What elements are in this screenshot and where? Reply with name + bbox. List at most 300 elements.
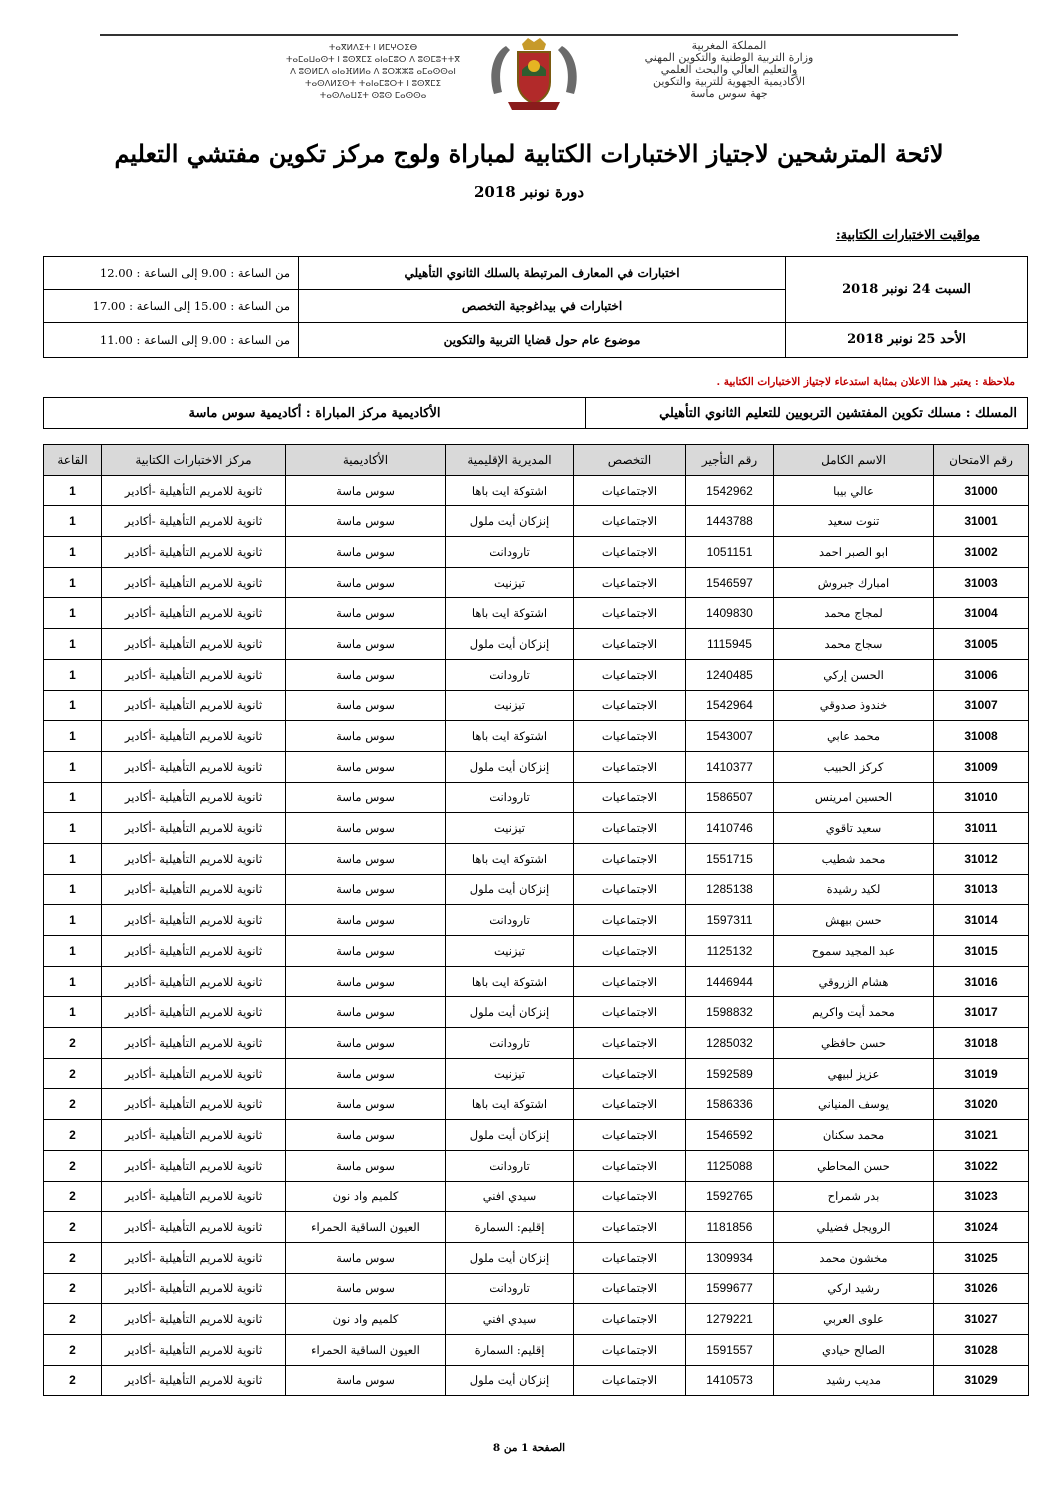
directorate-cell: تارودانت [446, 1273, 574, 1304]
room-cell: 1 [44, 751, 102, 782]
full-name-cell: سعيد تاقوي [774, 813, 934, 844]
room-cell: 2 [44, 1304, 102, 1335]
full-name-cell: عبد المجيد سموح [774, 936, 934, 967]
registration-number-cell: 1592765 [686, 1181, 774, 1212]
room-cell: 2 [44, 1242, 102, 1273]
table-row [44, 751, 1029, 782]
exam-number-cell: 31016 [934, 966, 1029, 997]
directorate-cell: تارودانت [446, 905, 574, 936]
exam-center-cell: ثانوية للامريم التأهيلية -أكادير [102, 506, 286, 537]
table-row [44, 1365, 1029, 1396]
full-name-cell: علوى العربي [774, 1304, 934, 1335]
academy-cell: سوس ماسة [286, 843, 446, 874]
schedule-subject: موضوع عام حول قضايا التربية والتكوين [299, 322, 786, 357]
academy-cell: سوس ماسة [286, 659, 446, 690]
exam-center-cell: ثانوية للامريم التأهيلية -أكادير [102, 1334, 286, 1365]
schedule-day: الأحد 25 نونبر 2018 [786, 322, 1028, 357]
registration-number-cell: 1443788 [686, 506, 774, 537]
room-cell: 1 [44, 843, 102, 874]
directorate-cell: اشتوكة ايت باها [446, 475, 574, 506]
room-cell: 1 [44, 659, 102, 690]
specialty-cell: الاجتماعيات [574, 874, 686, 905]
exam-center-cell: ثانوية للامريم التأهيلية -أكادير [102, 1365, 286, 1396]
exam-center-cell: ثانوية للامريم التأهيلية -أكادير [102, 1181, 286, 1212]
full-name-cell: عزيز لبيهي [774, 1058, 934, 1089]
registration-number-cell: 1410377 [686, 751, 774, 782]
exam-center-label: الأكاديمية مركز المباراة : أكاديمية سوس ماسة [44, 398, 586, 429]
full-name-cell: بدر شمراح [774, 1181, 934, 1212]
specialty-cell: الاجتماعيات [574, 659, 686, 690]
exam-number-cell: 31005 [934, 629, 1029, 660]
table-row [44, 905, 1029, 936]
exam-center-cell: ثانوية للامريم التأهيلية -أكادير [102, 936, 286, 967]
specialty-cell: الاجتماعيات [574, 905, 686, 936]
academy-cell: سوس ماسة [286, 936, 446, 967]
room-cell: 2 [44, 1365, 102, 1396]
directorate-cell: إنزكان أيت ملول [446, 1242, 574, 1273]
exam-number-cell: 31029 [934, 1365, 1029, 1396]
registration-number-cell: 1599677 [686, 1273, 774, 1304]
academy-cell: العيون الساقية الحمراء [286, 1334, 446, 1365]
exam-center-cell: ثانوية للامريم التأهيلية -أكادير [102, 1120, 286, 1151]
academy-cell: سوس ماسة [286, 1028, 446, 1059]
schedule-time: من الساعة : 15.00 إلى الساعة : 17.00 [44, 289, 299, 322]
directorate-cell: إقليم: السمارة [446, 1334, 574, 1365]
registration-number-cell: 1410746 [686, 813, 774, 844]
document-title: لائحة المترشحين لاجتياز الاختبارات الكتابية لمباراة ولوج مركز تكوين مفتشي التعليم [114, 139, 944, 168]
academy-cell: سوس ماسة [286, 1150, 446, 1181]
column-header: التخصص [574, 445, 686, 476]
directorate-cell: اشتوكة ايت باها [446, 843, 574, 874]
full-name-cell: ابو الصبر احمد [774, 537, 934, 568]
exam-center-cell: ثانوية للامريم التأهيلية -أكادير [102, 475, 286, 506]
room-cell: 1 [44, 997, 102, 1028]
header-arabic [570, 40, 888, 100]
exam-center-cell: ثانوية للامريم التأهيلية -أكادير [102, 1273, 286, 1304]
registration-number-cell: 1597311 [686, 905, 774, 936]
academy-cell: سوس ماسة [286, 1089, 446, 1120]
header-tifinagh-line: ⵜⴰⵎⴰⵡⴰⵙⵜ ⵏ ⵓⵙⴳⵎⵉ ⴰⵏⴰⵎⵓⵔ ⴷ ⵓⵙⵎⵓⵜⵜⴳ [285, 55, 461, 65]
exam-center-cell: ثانوية للامريم التأهيلية -أكادير [102, 1089, 286, 1120]
specialty-cell: الاجتماعيات [574, 475, 686, 506]
academy-cell: سوس ماسة [286, 690, 446, 721]
exam-center-cell: ثانوية للامريم التأهيلية -أكادير [102, 1242, 286, 1273]
exam-number-cell: 31013 [934, 874, 1029, 905]
exam-center-cell: ثانوية للامريم التأهيلية -أكادير [102, 1150, 286, 1181]
directorate-cell: إنزكان أيت ملول [446, 874, 574, 905]
full-name-cell: الحسن إركي [774, 659, 934, 690]
registration-number-cell: 1410573 [686, 1365, 774, 1396]
full-name-cell: سجاج محمد [774, 629, 934, 660]
table-row [44, 997, 1029, 1028]
full-name-cell: الصالح حيادي [774, 1334, 934, 1365]
exam-number-cell: 31021 [934, 1120, 1029, 1151]
specialty-cell: الاجتماعيات [574, 1181, 686, 1212]
room-cell: 2 [44, 1120, 102, 1151]
table-row [44, 813, 1029, 844]
directorate-cell: اشتوكة ايت باها [446, 1089, 574, 1120]
room-cell: 1 [44, 936, 102, 967]
table-row [44, 690, 1029, 721]
header-tifinagh-line: ⵜⴰⵙⴷⴰⵡⵉⵜ ⵙⵓⵙ ⵎⴰⵙⵙⴰ [319, 91, 427, 101]
exam-center-cell: ثانوية للامريم التأهيلية -أكادير [102, 813, 286, 844]
table-row [44, 1304, 1029, 1335]
exam-number-cell: 31006 [934, 659, 1029, 690]
room-cell: 1 [44, 813, 102, 844]
specialty-cell: الاجتماعيات [574, 1212, 686, 1243]
exam-number-cell: 31009 [934, 751, 1029, 782]
academy-cell: سوس ماسة [286, 905, 446, 936]
exam-number-cell: 31018 [934, 1028, 1029, 1059]
exam-number-cell: 31007 [934, 690, 1029, 721]
full-name-cell: رشيد اركي [774, 1273, 934, 1304]
exam-number-cell: 31027 [934, 1304, 1029, 1335]
exam-center-cell: ثانوية للامريم التأهيلية -أكادير [102, 1028, 286, 1059]
exam-number-cell: 31028 [934, 1334, 1029, 1365]
full-name-cell: لمجاج محمد [774, 598, 934, 629]
table-row [44, 843, 1029, 874]
full-name-cell: لكيد رشيدة [774, 874, 934, 905]
specialty-cell: الاجتماعيات [574, 1150, 686, 1181]
header-tifinagh [268, 42, 478, 102]
room-cell: 1 [44, 598, 102, 629]
directorate-cell: تيزنيت [446, 813, 574, 844]
header-arabic-line: وزارة التربية الوطنية والتكوين المهني [644, 51, 814, 64]
directorate-cell: إنزكان أيت ملول [446, 997, 574, 1028]
candidates-table [43, 444, 1029, 1396]
registration-number-cell: 1240485 [686, 659, 774, 690]
academy-cell: سوس ماسة [286, 721, 446, 752]
specialty-cell: الاجتماعيات [574, 997, 686, 1028]
academy-cell: العيون الساقية الحمراء [286, 1212, 446, 1243]
specialty-cell: الاجتماعيات [574, 1365, 686, 1396]
specialty-cell: الاجتماعيات [574, 1089, 686, 1120]
room-cell: 1 [44, 966, 102, 997]
exam-center-cell: ثانوية للامريم التأهيلية -أكادير [102, 905, 286, 936]
directorate-cell: تارودانت [446, 659, 574, 690]
exam-center-cell: ثانوية للامريم التأهيلية -أكادير [102, 690, 286, 721]
registration-number-cell: 1551715 [686, 843, 774, 874]
directorate-cell: تيزنيت [446, 936, 574, 967]
full-name-cell: عالي بيبا [774, 475, 934, 506]
room-cell: 2 [44, 1089, 102, 1120]
header-tifinagh-line: ⵜⴰⵙⴷⵍⵉⵙⵜ ⵜⴰⵏⴰⵎⵓⵔⵜ ⵏ ⵓⵙⴳⵎⵉ [305, 79, 441, 89]
column-header: الأكاديمية [286, 445, 446, 476]
academy-cell: سوس ماسة [286, 813, 446, 844]
table-row [44, 1273, 1029, 1304]
column-header: المديرية الإقليمية [446, 445, 574, 476]
academy-cell: سوس ماسة [286, 874, 446, 905]
exam-center-cell: ثانوية للامريم التأهيلية -أكادير [102, 1304, 286, 1335]
registration-number-cell: 1125088 [686, 1150, 774, 1181]
room-cell: 2 [44, 1150, 102, 1181]
full-name-cell: محمد عابي [774, 721, 934, 752]
room-cell: 1 [44, 782, 102, 813]
specialty-cell: الاجتماعيات [574, 537, 686, 568]
exam-number-cell: 31014 [934, 905, 1029, 936]
academy-cell: سوس ماسة [286, 966, 446, 997]
academy-cell: سوس ماسة [286, 1365, 446, 1396]
specialty-cell: الاجتماعيات [574, 721, 686, 752]
exam-number-cell: 31001 [934, 506, 1029, 537]
full-name-cell: مخشون محمد [774, 1242, 934, 1273]
specialty-cell: الاجتماعيات [574, 1304, 686, 1335]
full-name-cell: محمد سكنان [774, 1120, 934, 1151]
track-label: المسلك : مسلك تكوين المفتشين التربويين للتعليم الثانوي التأهيلي [586, 398, 1028, 429]
exam-center-cell: ثانوية للامريم التأهيلية -أكادير [102, 629, 286, 660]
room-cell: 1 [44, 905, 102, 936]
registration-number-cell: 1586336 [686, 1089, 774, 1120]
exam-number-cell: 31019 [934, 1058, 1029, 1089]
column-header: رقم التأجير [686, 445, 774, 476]
specialty-cell: الاجتماعيات [574, 782, 686, 813]
directorate-cell: تارودانت [446, 782, 574, 813]
exam-center-cell: ثانوية للامريم التأهيلية -أكادير [102, 751, 286, 782]
registration-number-cell: 1546597 [686, 567, 774, 598]
table-row [44, 782, 1029, 813]
academy-cell: كلميم واد نون [286, 1304, 446, 1335]
registration-number-cell: 1181856 [686, 1212, 774, 1243]
table-row [44, 1028, 1029, 1059]
exam-number-cell: 31004 [934, 598, 1029, 629]
table-row [44, 1120, 1029, 1151]
specialty-cell: الاجتماعيات [574, 966, 686, 997]
table-row [44, 1058, 1029, 1089]
header-tifinagh-line: ⵜⴰⴳⵍⴷⵉⵜ ⵏ ⵍⵎⵖⵔⵉⴱ [328, 43, 418, 53]
column-header: مركز الاختبارات الكتابية [102, 445, 286, 476]
room-cell: 1 [44, 567, 102, 598]
table-row [44, 475, 1029, 506]
exam-number-cell: 31012 [934, 843, 1029, 874]
exam-center-cell: ثانوية للامريم التأهيلية -أكادير [102, 843, 286, 874]
header-arabic-line: الأكاديمية الجهوية للتربية والتكوين [652, 75, 806, 88]
exam-number-cell: 31017 [934, 997, 1029, 1028]
academy-cell: سوس ماسة [286, 997, 446, 1028]
directorate-cell: تارودانت [446, 1150, 574, 1181]
registration-number-cell: 1309934 [686, 1242, 774, 1273]
room-cell: 2 [44, 1058, 102, 1089]
schedule-row [44, 257, 1028, 290]
registration-number-cell: 1446944 [686, 966, 774, 997]
specialty-cell: الاجتماعيات [574, 813, 686, 844]
coat-of-arms-emblem [486, 36, 582, 112]
specialty-cell: الاجتماعيات [574, 1242, 686, 1273]
registration-number-cell: 1543007 [686, 721, 774, 752]
specialty-cell: الاجتماعيات [574, 1120, 686, 1151]
schedule-subject: اختبارات في بيداغوجية التخصص [299, 289, 786, 322]
room-cell: 1 [44, 690, 102, 721]
room-cell: 1 [44, 475, 102, 506]
registration-number-cell: 1546592 [686, 1120, 774, 1151]
schedule-table [43, 256, 1028, 358]
column-header: القاعة [44, 445, 102, 476]
room-cell: 2 [44, 1212, 102, 1243]
exam-center-cell: ثانوية للامريم التأهيلية -أكادير [102, 721, 286, 752]
directorate-cell: اشتوكة ايت باها [446, 966, 574, 997]
academy-cell: سوس ماسة [286, 567, 446, 598]
registration-number-cell: 1586507 [686, 782, 774, 813]
table-row [44, 659, 1029, 690]
table-row [44, 1212, 1029, 1243]
registration-number-cell: 1598832 [686, 997, 774, 1028]
specialty-cell: الاجتماعيات [574, 751, 686, 782]
specialty-cell: الاجتماعيات [574, 843, 686, 874]
header-arabic-line: جهة سوس ماسة [690, 87, 768, 100]
room-cell: 1 [44, 721, 102, 752]
specialty-cell: الاجتماعيات [574, 1273, 686, 1304]
academy-cell: سوس ماسة [286, 1058, 446, 1089]
schedule-time: من الساعة : 9.00 إلى الساعة : 11.00 [44, 322, 299, 357]
full-name-cell: محمد شطيب [774, 843, 934, 874]
directorate-cell: تارودانت [446, 1028, 574, 1059]
specialty-cell: الاجتماعيات [574, 506, 686, 537]
directorate-cell: اشتوكة ايت باها [446, 721, 574, 752]
exam-center-cell: ثانوية للامريم التأهيلية -أكادير [102, 537, 286, 568]
column-header: رقم الامتحان [934, 445, 1029, 476]
schedule-day: السبت 24 نونبر 2018 [786, 257, 1028, 323]
full-name-cell: مديب رشيد [774, 1365, 934, 1396]
registration-number-cell: 1592589 [686, 1058, 774, 1089]
directorate-cell: إنزكان أيت ملول [446, 629, 574, 660]
academy-cell: كلميم واد نون [286, 1181, 446, 1212]
table-row [44, 1181, 1029, 1212]
full-name-cell: الرويجل فضيلي [774, 1212, 934, 1243]
exam-number-cell: 31002 [934, 537, 1029, 568]
header-arabic-line: المملكة المغربية [691, 39, 767, 52]
table-row [44, 506, 1029, 537]
registration-number-cell: 1125132 [686, 936, 774, 967]
exam-number-cell: 31015 [934, 936, 1029, 967]
table-row [44, 629, 1029, 660]
schedule-time: من الساعة : 9.00 إلى الساعة : 12.00 [44, 257, 299, 290]
registration-number-cell: 1409830 [686, 598, 774, 629]
schedule-label: مواقيت الاختبارات الكتابية: [835, 228, 980, 243]
table-row [44, 721, 1029, 752]
registration-number-cell: 1051151 [686, 537, 774, 568]
academy-cell: سوس ماسة [286, 751, 446, 782]
track-info-table [43, 397, 1028, 429]
header-tifinagh-line: ⴷ ⵓⵙⵍⵎⴷ ⴰⵏⴰⴼⵍⵍⴰ ⴷ ⵓⵔⵣⵣⵓ ⴰⵎⴰⵙⵙⴰⵏ [290, 67, 456, 77]
directorate-cell: إنزكان أيت ملول [446, 1120, 574, 1151]
exam-number-cell: 31025 [934, 1242, 1029, 1273]
full-name-cell: حسن حافظي [774, 1028, 934, 1059]
room-cell: 1 [44, 537, 102, 568]
registration-number-cell: 1542962 [686, 475, 774, 506]
exam-center-cell: ثانوية للامريم التأهيلية -أكادير [102, 1058, 286, 1089]
registration-number-cell: 1542964 [686, 690, 774, 721]
exam-center-cell: ثانوية للامريم التأهيلية -أكادير [102, 659, 286, 690]
room-cell: 1 [44, 874, 102, 905]
room-cell: 1 [44, 629, 102, 660]
exam-number-cell: 31000 [934, 475, 1029, 506]
page-number: الصفحة 1 من 8 [492, 1442, 566, 1454]
academy-cell: سوس ماسة [286, 1273, 446, 1304]
academy-cell: سوس ماسة [286, 629, 446, 660]
table-row [44, 874, 1029, 905]
directorate-cell: إنزكان أيت ملول [446, 751, 574, 782]
convocation-note: ملاحظة : يعتبر هذا الاعلان بمثابة استدعاء لاجتياز الاختبارات الكتابية . [716, 376, 1015, 388]
room-cell: 2 [44, 1334, 102, 1365]
directorate-cell: تيزنيت [446, 1058, 574, 1089]
room-cell: 1 [44, 506, 102, 537]
full-name-cell: حسن المحاطي [774, 1150, 934, 1181]
specialty-cell: الاجتماعيات [574, 936, 686, 967]
directorate-cell: سيدي افني [446, 1181, 574, 1212]
academy-cell: سوس ماسة [286, 506, 446, 537]
specialty-cell: الاجتماعيات [574, 567, 686, 598]
academy-cell: سوس ماسة [286, 1120, 446, 1151]
exam-number-cell: 31008 [934, 721, 1029, 752]
exam-number-cell: 31011 [934, 813, 1029, 844]
exam-number-cell: 31010 [934, 782, 1029, 813]
specialty-cell: الاجتماعيات [574, 598, 686, 629]
full-name-cell: حسن بيهش [774, 905, 934, 936]
table-row [44, 567, 1029, 598]
academy-cell: سوس ماسة [286, 475, 446, 506]
full-name-cell: كركز الحبيب [774, 751, 934, 782]
full-name-cell: خندوذ صدوقي [774, 690, 934, 721]
exam-center-cell: ثانوية للامريم التأهيلية -أكادير [102, 567, 286, 598]
full-name-cell: الحسين امرينس [774, 782, 934, 813]
table-row [44, 966, 1029, 997]
exam-number-cell: 31024 [934, 1212, 1029, 1243]
table-row [44, 1089, 1029, 1120]
registration-number-cell: 1591557 [686, 1334, 774, 1365]
directorate-cell: تيزنيت [446, 690, 574, 721]
academy-cell: سوس ماسة [286, 782, 446, 813]
schedule-subject: اختبارات في المعارف المرتبطة بالسلك الثانوي التأهيلي [299, 257, 786, 290]
exam-number-cell: 31020 [934, 1089, 1029, 1120]
specialty-cell: الاجتماعيات [574, 1028, 686, 1059]
exam-number-cell: 31026 [934, 1273, 1029, 1304]
table-row [44, 1150, 1029, 1181]
schedule-row [44, 322, 1028, 357]
registration-number-cell: 1285138 [686, 874, 774, 905]
specialty-cell: الاجتماعيات [574, 1058, 686, 1089]
exam-number-cell: 31023 [934, 1181, 1029, 1212]
exam-center-cell: ثانوية للامريم التأهيلية -أكادير [102, 1212, 286, 1243]
room-cell: 2 [44, 1273, 102, 1304]
academy-cell: سوس ماسة [286, 537, 446, 568]
table-row [44, 936, 1029, 967]
directorate-cell: تارودانت [446, 537, 574, 568]
exam-center-cell: ثانوية للامريم التأهيلية -أكادير [102, 782, 286, 813]
academy-cell: سوس ماسة [286, 1242, 446, 1273]
full-name-cell: هشام الزروقي [774, 966, 934, 997]
directorate-cell: إنزكان أيت ملول [446, 506, 574, 537]
exam-center-cell: ثانوية للامريم التأهيلية -أكادير [102, 598, 286, 629]
directorate-cell: إقليم: السمارة [446, 1212, 574, 1243]
directorate-cell: تيزنيت [446, 567, 574, 598]
table-header-row [44, 445, 1029, 476]
document-subtitle: دورة نونبر 2018 [473, 183, 585, 201]
full-name-cell: امبارك جبروش [774, 567, 934, 598]
exam-center-cell: ثانوية للامريم التأهيلية -أكادير [102, 997, 286, 1028]
specialty-cell: الاجتماعيات [574, 629, 686, 660]
exam-center-cell: ثانوية للامريم التأهيلية -أكادير [102, 966, 286, 997]
header-arabic-line: والتعليم العالي والبحث العلمي [660, 63, 798, 76]
full-name-cell: محمد أيت واكريم [774, 997, 934, 1028]
table-row [44, 1334, 1029, 1365]
exam-number-cell: 31022 [934, 1150, 1029, 1181]
exam-center-cell: ثانوية للامريم التأهيلية -أكادير [102, 874, 286, 905]
full-name-cell: يوسف المنياني [774, 1089, 934, 1120]
full-name-cell: تنوت سعيد [774, 506, 934, 537]
registration-number-cell: 1285032 [686, 1028, 774, 1059]
column-header: الاسم الكامل [774, 445, 934, 476]
directorate-cell: اشتوكة ايت باها [446, 598, 574, 629]
room-cell: 2 [44, 1181, 102, 1212]
